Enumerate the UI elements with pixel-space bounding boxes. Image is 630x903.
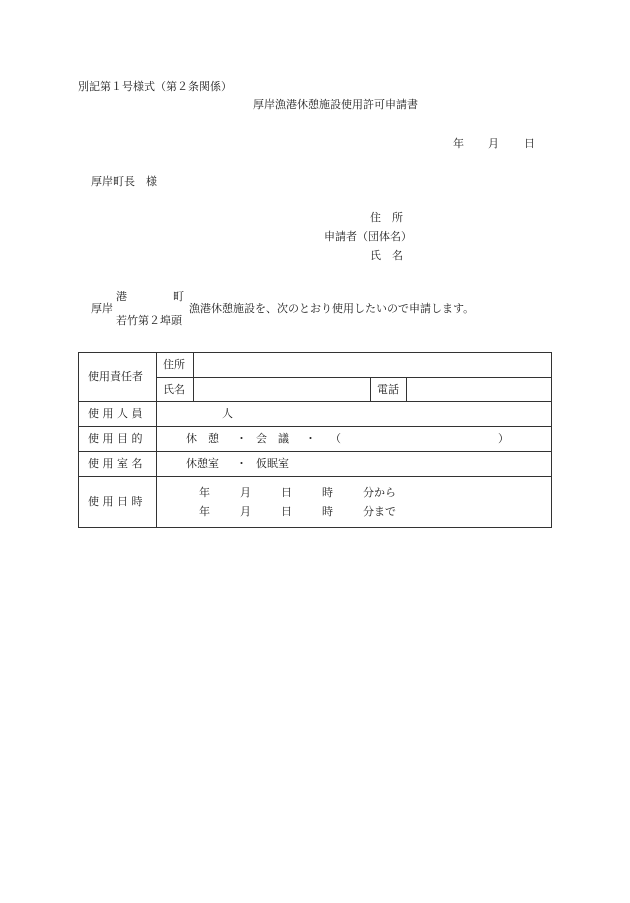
purpose-meeting-option: 会 議 xyxy=(256,432,289,445)
to-minute-label: 分まで xyxy=(363,505,396,518)
users-unit: 人 xyxy=(222,407,233,420)
from-year-label: 年 xyxy=(199,486,210,499)
responsible-name-label: 氏名 xyxy=(163,383,185,396)
responsible-phone-label: 電話 xyxy=(377,383,399,396)
table-line xyxy=(156,352,157,528)
table-line xyxy=(370,377,371,401)
table-line xyxy=(193,352,194,401)
responsible-label: 使用責任者 xyxy=(88,370,143,383)
place-port-option: 港 xyxy=(116,290,127,303)
purpose-rest-option: 休 憩 xyxy=(186,432,219,445)
to-day-label: 日 xyxy=(281,505,292,518)
applicant-address-label: 住 所 xyxy=(370,211,403,224)
table-line xyxy=(406,377,407,401)
date-year-label: 年 xyxy=(453,137,464,150)
table-line xyxy=(78,451,552,452)
room-separator: ・ xyxy=(236,457,247,470)
from-hour-label: 時 xyxy=(322,486,333,499)
from-month-label: 月 xyxy=(240,486,251,499)
table-line xyxy=(78,527,552,528)
form-number-label: 別記第１号様式（第２条関係） xyxy=(78,80,232,93)
to-year-label: 年 xyxy=(199,505,210,518)
place-wharf-option: 若竹第２埠頭 xyxy=(116,314,182,327)
responsible-address-label: 住所 xyxy=(163,358,185,371)
purpose-label: 使 用 目 的 xyxy=(88,432,143,445)
datetime-label: 使 用 日 時 xyxy=(88,495,143,508)
table-line xyxy=(551,352,552,528)
applicant-group-label: 申請者（団体名） xyxy=(324,230,412,243)
table-line xyxy=(156,377,552,378)
from-day-label: 日 xyxy=(281,486,292,499)
date-month-label: 月 xyxy=(488,137,499,150)
users-label: 使 用 人 員 xyxy=(88,407,143,420)
place-town-option: 町 xyxy=(173,290,184,303)
to-hour-label: 時 xyxy=(322,505,333,518)
room-rest-option: 休憩室 xyxy=(186,457,219,470)
document-title: 厚岸漁港休憩施設使用許可申請書 xyxy=(253,98,418,111)
addressee: 厚岸町長 様 xyxy=(91,175,157,188)
room-label: 使 用 室 名 xyxy=(88,457,143,470)
table-line xyxy=(78,352,552,353)
to-month-label: 月 xyxy=(240,505,251,518)
applicant-name-label: 氏 名 xyxy=(370,249,403,262)
purpose-other-close-paren: ） xyxy=(498,432,509,445)
from-minute-label: 分から xyxy=(363,486,396,499)
application-sentence: 漁港休憩施設を、次のとおり使用したいので申請します。 xyxy=(189,302,475,315)
purpose-separator: ・ xyxy=(305,432,316,445)
table-line xyxy=(78,476,552,477)
place-prefix: 厚岸 xyxy=(91,302,113,315)
date-day-label: 日 xyxy=(524,137,535,150)
table-line xyxy=(78,426,552,427)
purpose-separator: ・ xyxy=(236,432,247,445)
table-line xyxy=(78,352,79,528)
room-nap-option: 仮眠室 xyxy=(256,457,289,470)
table-line xyxy=(78,401,552,402)
purpose-other-open-paren: （ xyxy=(330,432,341,445)
